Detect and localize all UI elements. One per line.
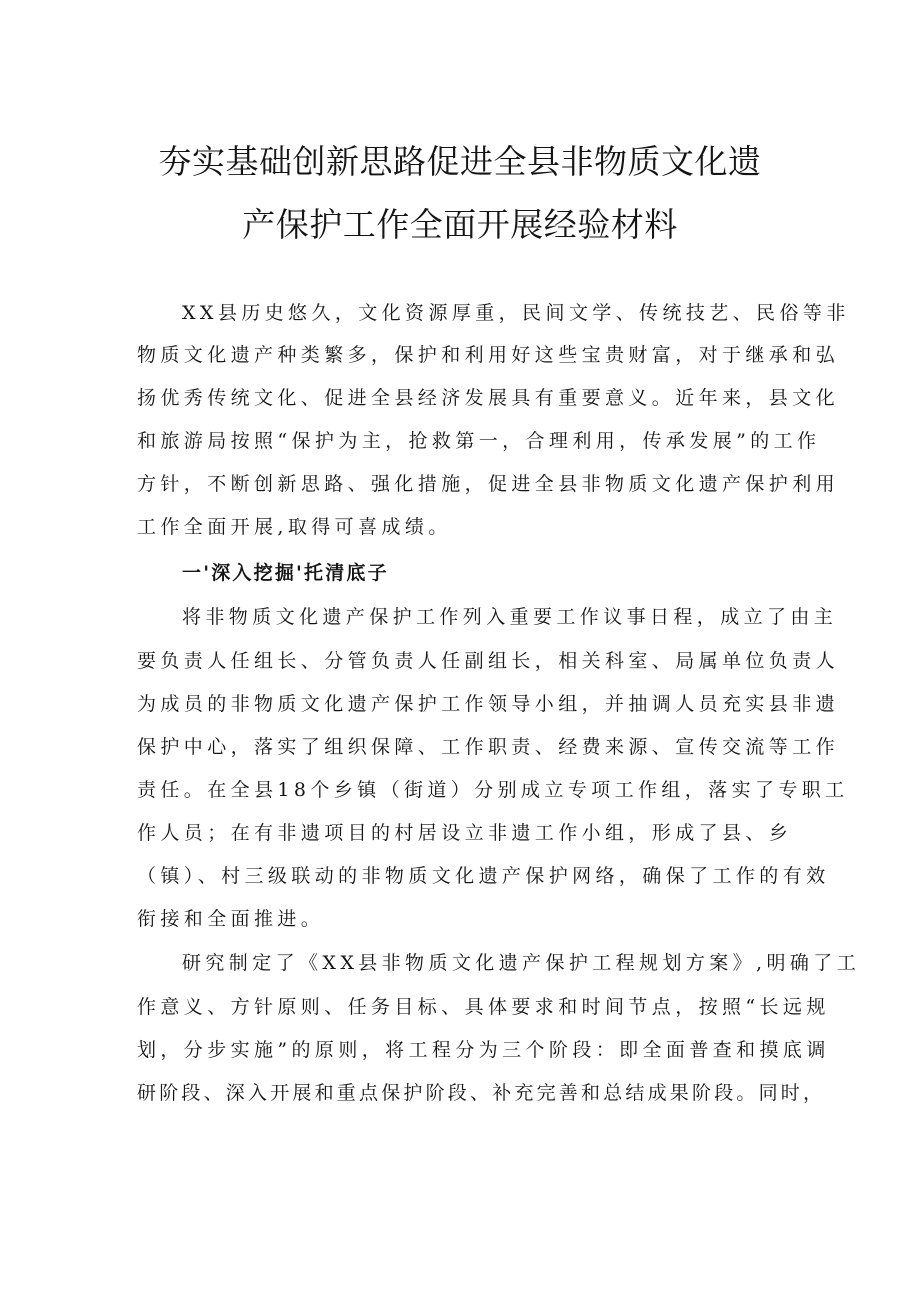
paragraph-2-line-6: 作人员；在有非遗项目的村居设立非遗工作小组，形成了县、乡 [137, 822, 793, 844]
paragraph-1-line-6: 工作全面开展,取得可喜成绩。 [137, 516, 452, 538]
paragraph-2-line-3: 为成员的非物质文化遗产保护工作领导小组，并抽调人员充实县非遗 [137, 693, 840, 715]
paragraph-2-line-8: 衔接和全面推进。 [137, 908, 325, 930]
paragraph-2-line-7: （镇）、村三级联动的非物质文化遗产保护网络，确保了工作的有效 [137, 865, 830, 887]
paragraph-2-line-2: 要负责人任组长、分管负责人任副组长，相关科室、局属单位负责人 [137, 650, 840, 672]
paragraph-3-line-4: 研阶段、深入开展和重点保护阶段、补充完善和总结成果阶段。同时， [137, 1082, 826, 1104]
paragraph-1-line-4: 和旅游局按照“保护为主，抢救第一，合理利用，传承发展”的工作 [137, 430, 821, 452]
paragraph-2-line-5: 责任。在全县18个乡镇（街道）分别成立专项工作组，落实了专职工 [137, 779, 849, 801]
paragraph-1-line-1: XX县历史悠久，文化资源厚重，民间文学、传统技艺、民俗等非 [182, 302, 850, 324]
section-heading: 一'深入挖掘'托清底子 [182, 562, 389, 584]
paragraph-3-line-3: 划，分步实施”的原则，将工程分为三个阶段：即全面普查和摸底调 [137, 1039, 830, 1061]
paragraph-3-line-1: 研究制定了《XX县非物质文化遗产保护工程规划方案》,明确了工 [182, 952, 861, 974]
document-title-line-2: 产保护工作全面开展经验材料 [242, 205, 678, 244]
paragraph-2-line-1: 将非物质文化遗产保护工作列入重要工作议事日程，成立了由主 [182, 606, 838, 628]
document-title-line-1: 夯实基础创新思路促进全县非物质文化遗 [158, 142, 762, 181]
paragraph-2-line-4: 保护中心，落实了组织保障、工作职责、经费来源、宣传交流等工作 [137, 736, 840, 758]
paragraph-3-line-2: 作意义、方针原则、任务目标、具体要求和时间节点，按照“长远规 [137, 996, 830, 1018]
paragraph-1-line-5: 方针，不断创新思路、强化措施，促进全县非物质文化遗产保护利用 [137, 473, 840, 495]
paragraph-1-line-2: 物质文化遗产种类繁多，保护和利用好这些宝贵财富，对于继承和弘 [137, 344, 840, 366]
paragraph-1-line-3: 扬优秀传统文化、促进全县经济发展具有重要意义。近年来，县文化 [137, 387, 840, 409]
